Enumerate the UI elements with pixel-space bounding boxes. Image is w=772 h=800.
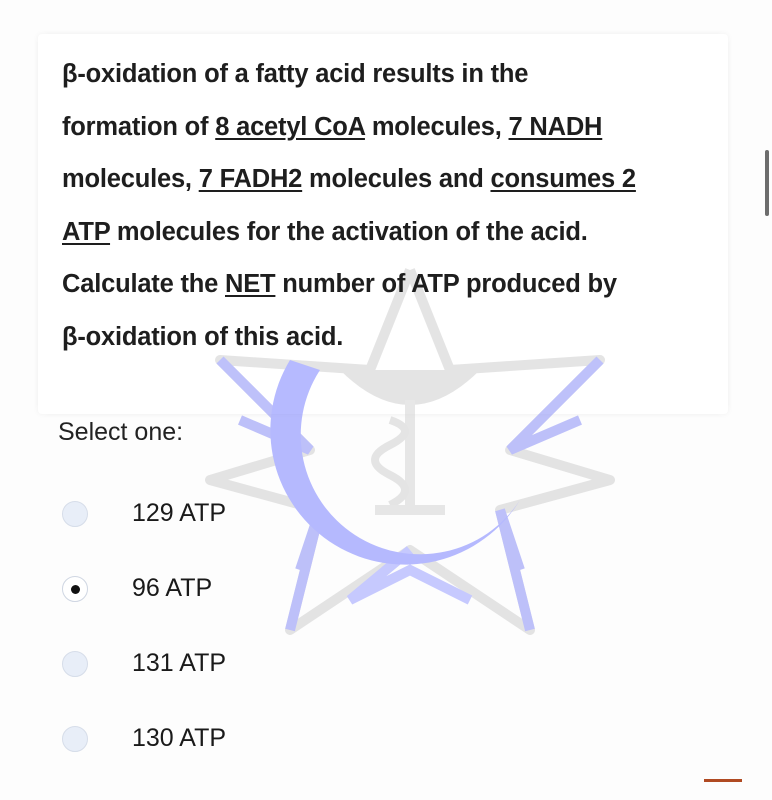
underlined-term: 7 NADH xyxy=(508,112,603,141)
question-segment: β-oxidation of this acid. xyxy=(62,322,344,351)
answer-option-1[interactable] xyxy=(60,476,420,551)
question-segment: molecules, xyxy=(62,165,199,193)
underlined-term: 8 acetyl CoA xyxy=(215,112,365,141)
question-text xyxy=(62,48,702,363)
answer-label: 130 ATP xyxy=(132,724,227,752)
question-segment: formation of xyxy=(62,112,216,141)
answer-option-3[interactable] xyxy=(60,626,420,701)
answer-option-4[interactable] xyxy=(60,701,420,776)
question-segment: molecules for the activation of the acid. xyxy=(110,217,588,246)
select-one-label: Select one: xyxy=(58,418,184,446)
accent-line xyxy=(704,779,742,782)
answer-options xyxy=(60,476,420,776)
answer-label: 131 ATP xyxy=(132,649,227,677)
answer-option-2[interactable] xyxy=(60,551,420,626)
question-segment: β-oxidation of a fatty acid results in the xyxy=(62,60,529,88)
question-segment: Calculate the xyxy=(62,270,225,298)
scrollbar[interactable] xyxy=(765,150,769,216)
question-line xyxy=(62,311,702,364)
answer-label: 129 ATP xyxy=(132,499,227,527)
underlined-term: NET xyxy=(225,270,276,298)
underlined-term: consumes 2 xyxy=(490,165,636,193)
question-segment: molecules and xyxy=(302,165,491,193)
radio-button[interactable] xyxy=(62,501,88,527)
radio-button[interactable] xyxy=(62,726,88,752)
question-line xyxy=(62,153,702,206)
underlined-term: 7 FADH2 xyxy=(198,165,303,193)
underlined-term: ATP xyxy=(62,217,111,246)
question-line xyxy=(62,48,702,101)
question-line xyxy=(62,101,702,154)
question-line xyxy=(62,206,702,259)
answer-label: 96 ATP xyxy=(132,574,213,602)
question-line xyxy=(62,258,702,311)
radio-button-selected[interactable] xyxy=(62,576,88,602)
radio-button[interactable] xyxy=(62,651,88,677)
question-segment: molecules, xyxy=(364,112,509,141)
question-segment: number of ATP produced by xyxy=(275,270,617,298)
